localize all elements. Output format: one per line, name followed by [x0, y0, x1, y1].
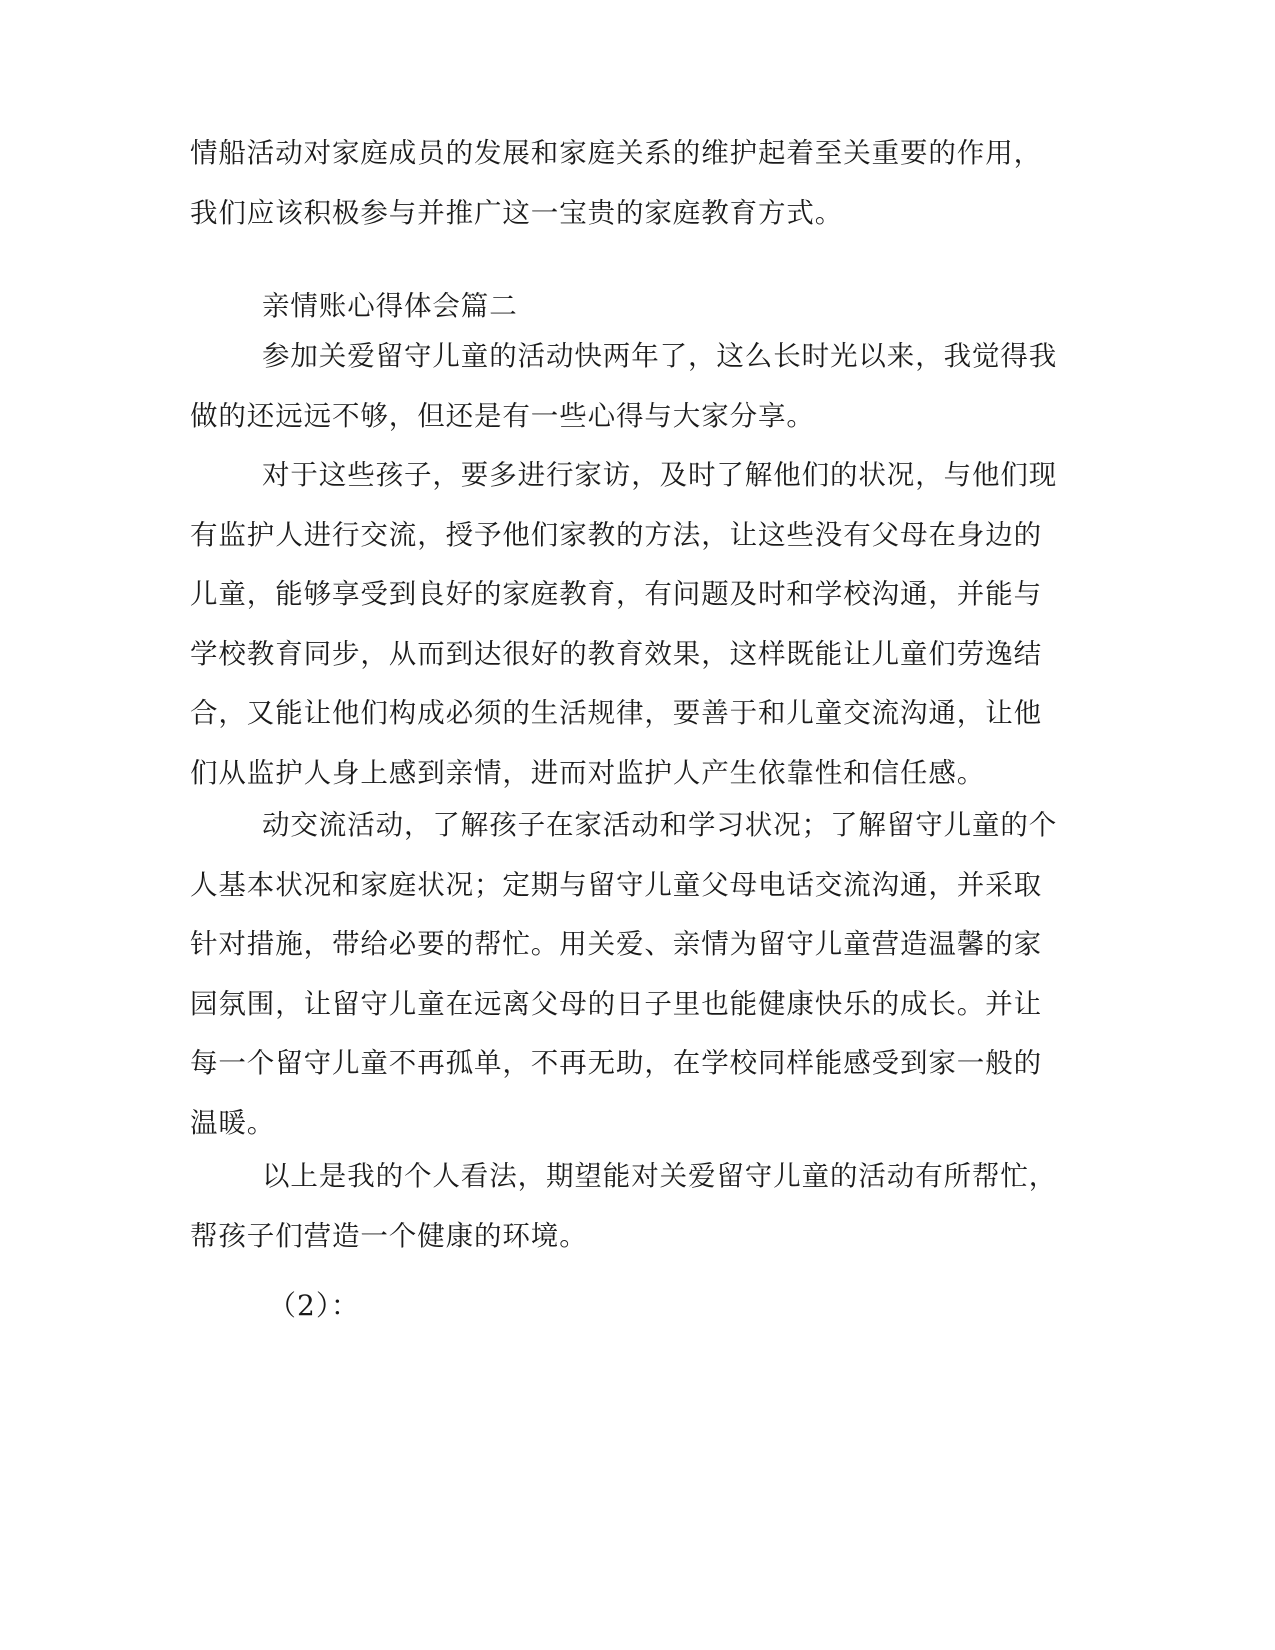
- paragraph-line: 有监护人进行交流，授予他们家教的方法，让这些没有父母在身边的: [190, 518, 1042, 551]
- paragraph-line: 人基本状况和家庭状况；定期与留守儿童父母电话交流沟通，并采取: [190, 868, 1042, 901]
- paragraph-line: 们从监护人身上感到亲情，进而对监护人产生依靠性和信任感。: [190, 756, 986, 789]
- paragraph-line: 对于这些孩子，要多进行家访，及时了解他们的状况，与他们现: [262, 459, 1058, 491]
- paragraph-line: 帮孩子们营造一个健康的环境。: [190, 1219, 588, 1252]
- intro-line: 我们应该积极参与并推广这一宝贵的家庭教育方式。: [190, 196, 844, 229]
- paragraph-line: 学校教育同步，从而到达很好的教育效果，这样既能让儿童们劳逸结: [190, 637, 1042, 670]
- paragraph-line: 温暖。: [190, 1106, 276, 1139]
- section-heading: 亲情账心得体会篇二: [262, 290, 518, 322]
- paragraph-line: 针对措施，带给必要的帮忙。用关爱、亲情为留守儿童营造温馨的家: [190, 928, 1042, 960]
- paragraph-4: [190, 1147, 1075, 1266]
- intro-paragraph: [190, 124, 1075, 243]
- paragraph-line: 动交流活动，了解孩子在家活动和学习状况；了解留守儿童的个: [262, 809, 1058, 841]
- intro-line: 情船活动对家庭成员的发展和家庭关系的维护起着至关重要的作用，: [190, 137, 1042, 169]
- paragraph-line: 合，又能让他们构成必须的生活规律，要善于和儿童交流沟通，让他: [190, 697, 1042, 729]
- footer-label: （2）：: [268, 1289, 360, 1322]
- paragraph-3: [190, 796, 1075, 1153]
- paragraph-1: [190, 327, 1075, 446]
- paragraph-line: 每一个留守儿童不再孤单，不再无助，在学校同样能感受到家一般的: [190, 1047, 1042, 1079]
- paragraph-line: 做的还远远不够，但还是有一些心得与大家分享。: [190, 399, 815, 432]
- paragraph-line: 儿童，能够享受到良好的家庭教育，有问题及时和学校沟通，并能与: [190, 578, 1042, 610]
- paragraph-line: 以上是我的个人看法，期望能对关爱留守儿童的活动有所帮忙，: [262, 1160, 1058, 1192]
- paragraph-2: [190, 446, 1075, 803]
- paragraph-line: 园氛围，让留守儿童在远离父母的日子里也能健康快乐的成长。并让: [190, 987, 1042, 1020]
- paragraph-line: 参加关爱留守儿童的活动快两年了，这么长时光以来，我觉得我: [262, 340, 1058, 372]
